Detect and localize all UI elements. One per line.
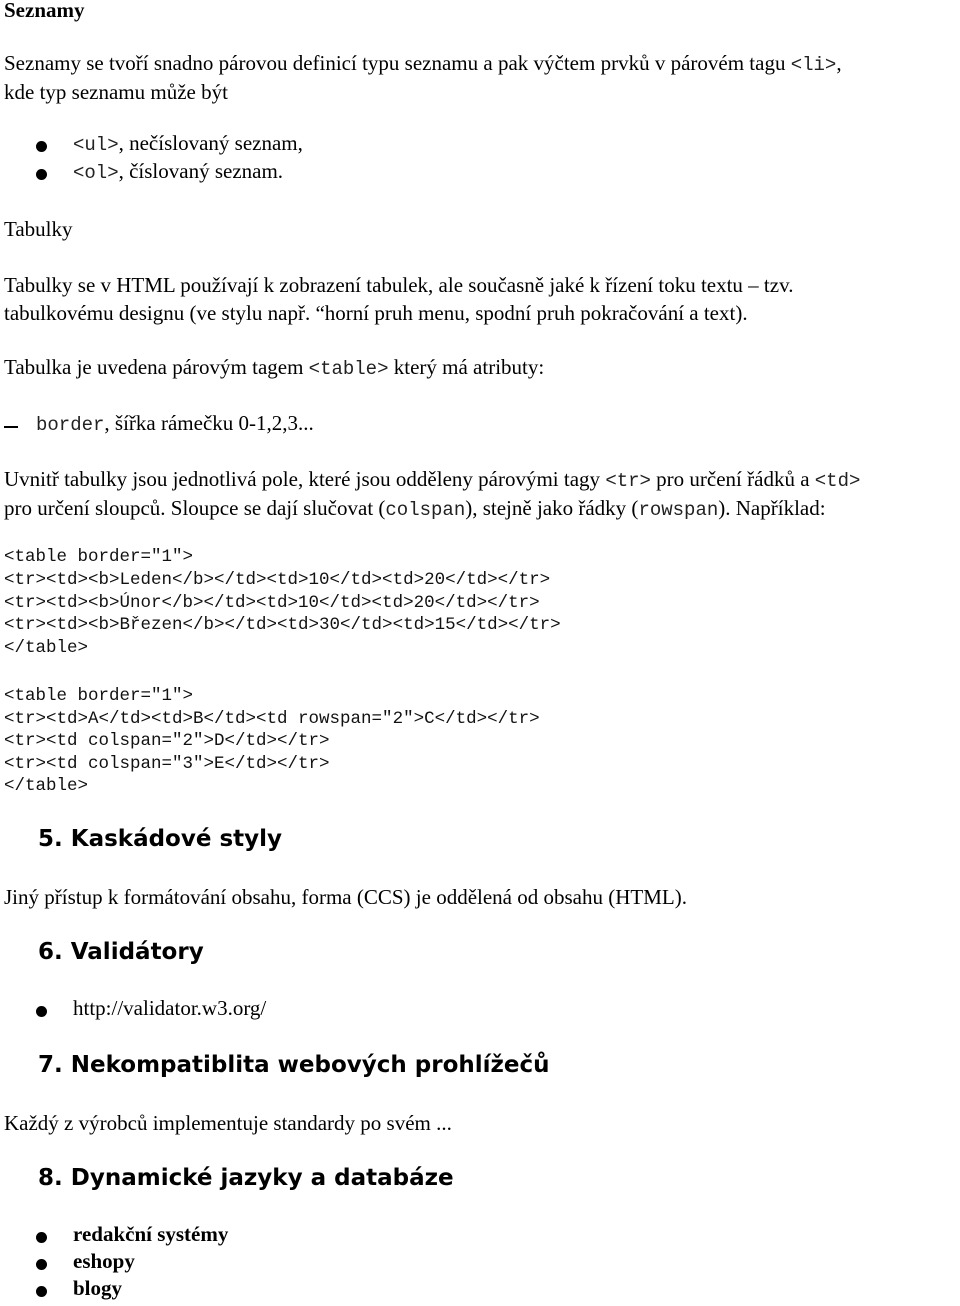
attribute-text: , šířka rámečku 0-1,2,3... bbox=[104, 411, 314, 435]
list-item bbox=[73, 131, 303, 156]
code-line: </table> bbox=[4, 638, 89, 658]
tabulka-definition-text2: který má atributy: bbox=[393, 355, 545, 379]
tabulka-definition bbox=[4, 352, 544, 385]
bullet-icon bbox=[36, 1006, 47, 1017]
rowspan-code: rowspan bbox=[638, 499, 719, 521]
list-item: redakční systémy bbox=[73, 1222, 229, 1246]
inner-text5: ). Například: bbox=[718, 496, 826, 520]
seznamy-intro-line2: kde typ seznamu může být bbox=[4, 80, 228, 104]
code-line: <tr><td colspan="2">D</td></tr> bbox=[4, 731, 330, 751]
section-5-text: Jiný přístup k formátování obsahu, forma (CCS) je oddělená od obsahu (HTML). bbox=[4, 885, 687, 909]
section-title-nekompatibilita: 7. Nekompatiblita webových prohlížečů bbox=[38, 1052, 550, 1078]
code-line: <table border="1"> bbox=[4, 686, 194, 706]
section-title-dynamicke-jazyky: 8. Dynamické jazyky a databáze bbox=[38, 1165, 454, 1191]
seznamy-intro-comma: , bbox=[836, 51, 842, 75]
heading-seznamy: Seznamy bbox=[4, 0, 85, 22]
bullet-icon bbox=[36, 1232, 47, 1243]
border-code: border bbox=[36, 414, 105, 436]
list-item: blogy bbox=[73, 1276, 123, 1300]
section-7-text: Každý z výrobců implementuje standardy po svém ... bbox=[4, 1111, 452, 1135]
bullet-icon bbox=[36, 169, 47, 180]
tabulky-paragraph-line2: tabulkovému designu (ve stylu např. “horní pruh menu, spodní pruh pokračování a text). bbox=[4, 301, 748, 325]
inner-text3: pro určení sloupců. Sloupce se dají slučovat ( bbox=[4, 496, 386, 520]
tabulky-inner-line2 bbox=[4, 493, 826, 526]
code-line: <tr><td><b>Březen</b></td><td>30</td><td>15</td></tr> bbox=[4, 615, 561, 635]
code-line: <tr><td>A</td><td>B</td><td rowspan="2">C</td></tr> bbox=[4, 709, 540, 729]
tabulky-paragraph-line1: Tabulky se v HTML používají k zobrazení tabulek, ale současně jaké k řízení toku textu – tzv. bbox=[4, 273, 794, 297]
section-title-kaskadove-styly: 5. Kaskádové styly bbox=[38, 826, 283, 852]
table-tag: <table> bbox=[308, 358, 389, 380]
list-item: eshopy bbox=[73, 1249, 135, 1273]
code-line: <tr><td><b>Únor</b></td><td>10</td><td>20</td></tr> bbox=[4, 593, 540, 613]
code-line: <table border="1"> bbox=[4, 547, 194, 567]
inner-text: Uvnitř tabulky jsou jednotlivá pole, které jsou odděleny párovými tagy bbox=[4, 467, 601, 491]
section-title-validatory: 6. Validátory bbox=[38, 939, 204, 965]
bullet-icon bbox=[36, 1286, 47, 1297]
code-line: <tr><td><b>Leden</b></td><td>10</td><td>20</td></tr> bbox=[4, 570, 551, 590]
ul-tag: <ul> bbox=[73, 134, 119, 156]
tabulka-definition-text: Tabulka je uvedena párovým tagem bbox=[4, 355, 304, 379]
code-line: </table> bbox=[4, 776, 89, 796]
seznamy-intro-text: Seznamy se tvoří snadno párovou definicí typu seznamu a pak výčtem prvků v párovém tagu bbox=[4, 51, 786, 75]
attribute-item bbox=[36, 408, 314, 441]
dash-bullet-icon bbox=[4, 426, 18, 428]
validator-link[interactable]: http://validator.w3.org/ bbox=[73, 996, 267, 1020]
list-item-text: , číslovaný seznam. bbox=[118, 159, 284, 183]
bullet-icon bbox=[36, 141, 47, 152]
code-line: <tr><td colspan="3">E</td></tr> bbox=[4, 754, 330, 774]
tr-tag: <tr> bbox=[605, 470, 651, 492]
inner-text2: pro určení řádků a bbox=[656, 467, 810, 491]
list-item bbox=[73, 159, 283, 184]
bullet-icon bbox=[36, 1259, 47, 1270]
li-tag: <li> bbox=[790, 54, 837, 76]
inner-text4: ), stejně jako řádky ( bbox=[465, 496, 639, 520]
ol-tag: <ol> bbox=[73, 162, 119, 184]
td-tag: <td> bbox=[814, 470, 861, 492]
heading-tabulky: Tabulky bbox=[4, 217, 73, 241]
colspan-code: colspan bbox=[385, 499, 466, 521]
list-item-text: , nečíslovaný seznam, bbox=[118, 131, 303, 155]
